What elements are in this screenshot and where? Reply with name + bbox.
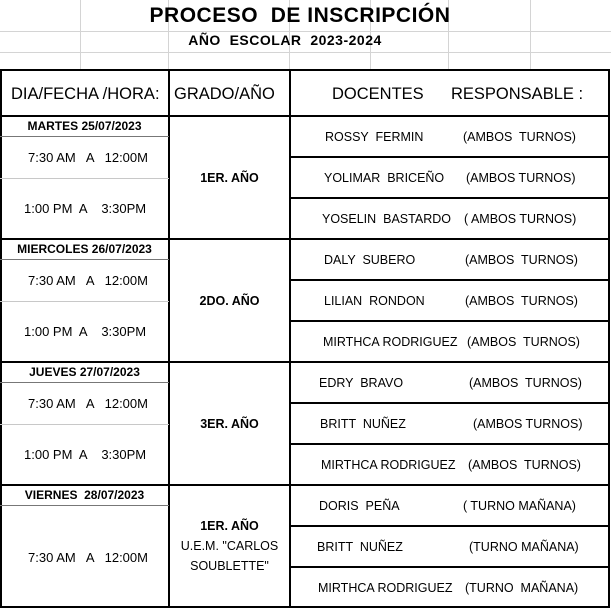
shift-label: (AMBOS TURNOS)	[466, 171, 576, 185]
column-header-teachers: DOCENTES	[332, 85, 424, 103]
grade-line: 3ER. AÑO	[200, 417, 259, 431]
time-slot: 7:30 AM A 12:00M	[28, 273, 148, 288]
teacher-name: BRITT NUÑEZ	[317, 540, 403, 554]
teacher-name: LILIAN RONDON	[324, 294, 425, 308]
shift-label: (AMBOS TURNOS)	[465, 253, 578, 267]
grade-line: 2DO. AÑO	[199, 294, 260, 308]
teacher-name: EDRY BRAVO	[319, 376, 404, 390]
shift-label: ( TURNO MAÑANA)	[463, 499, 576, 513]
date-cell: VIERNES 28/07/2023	[24, 488, 145, 502]
grade-cell	[170, 168, 289, 188]
shift-label: (AMBOS TURNOS)	[467, 335, 580, 349]
grade-line: 1ER. AÑO	[200, 171, 259, 185]
column-header-date: DIA/FECHA /HORA:	[11, 85, 160, 103]
page-subtitle: AÑO ESCOLAR 2023-2024	[188, 32, 382, 48]
column-header-responsible: RESPONSABLE :	[451, 85, 584, 103]
shift-label: (AMBOS TURNOS)	[473, 417, 583, 431]
date-cell: MARTES 25/07/2023	[27, 119, 142, 133]
shift-label: (TURNO MAÑANA)	[469, 540, 579, 554]
grade-cell	[170, 414, 289, 434]
teacher-name: MIRTHCA RODRIGUEZ	[321, 458, 456, 472]
teacher-name: BRITT NUÑEZ	[320, 417, 406, 431]
shift-label: (AMBOS TURNOS)	[468, 458, 581, 472]
grade-line: SOUBLETTE"	[190, 559, 269, 573]
teacher-name: DORIS PEÑA	[319, 499, 400, 513]
page-title: PROCESO DE INSCRIPCIÓN	[149, 4, 451, 27]
grade-line: U.E.M. "CARLOS	[180, 539, 279, 553]
teacher-name: ROSSY FERMIN	[325, 130, 424, 144]
column-header-grade: GRADO/AÑO	[174, 85, 275, 103]
shift-label: (TURNO MAÑANA)	[465, 581, 579, 595]
grade-cell	[170, 516, 289, 576]
grade-line: 1ER. AÑO	[200, 519, 259, 533]
teacher-name: DALY SUBERO	[324, 253, 416, 267]
teacher-name: YOLIMAR BRICEÑO	[324, 171, 445, 185]
date-cell: JUEVES 27/07/2023	[29, 365, 140, 379]
grade-cell	[170, 291, 289, 311]
time-slot: 7:30 AM A 12:00M	[28, 396, 148, 411]
shift-label: ( AMBOS TURNOS)	[464, 212, 577, 226]
shift-label: (AMBOS TURNOS)	[463, 130, 576, 144]
time-slot: 1:00 PM A 3:30PM	[24, 447, 147, 462]
time-slot: 1:00 PM A 3:30PM	[24, 201, 147, 216]
teacher-name: MIRTHCA RODRIGUEZ	[318, 581, 453, 595]
teacher-name: YOSELIN BASTARDO	[322, 212, 451, 226]
teacher-name: MIRTHCA RODRIGUEZ	[323, 335, 458, 349]
time-slot: 7:30 AM A 12:00M	[28, 550, 148, 565]
time-slot: 1:00 PM A 3:30PM	[24, 324, 147, 339]
shift-label: (AMBOS TURNOS)	[465, 294, 578, 308]
shift-label: (AMBOS TURNOS)	[469, 376, 582, 390]
time-slot: 7:30 AM A 12:00M	[28, 150, 148, 165]
date-cell: MIERCOLES 26/07/2023	[17, 242, 152, 256]
